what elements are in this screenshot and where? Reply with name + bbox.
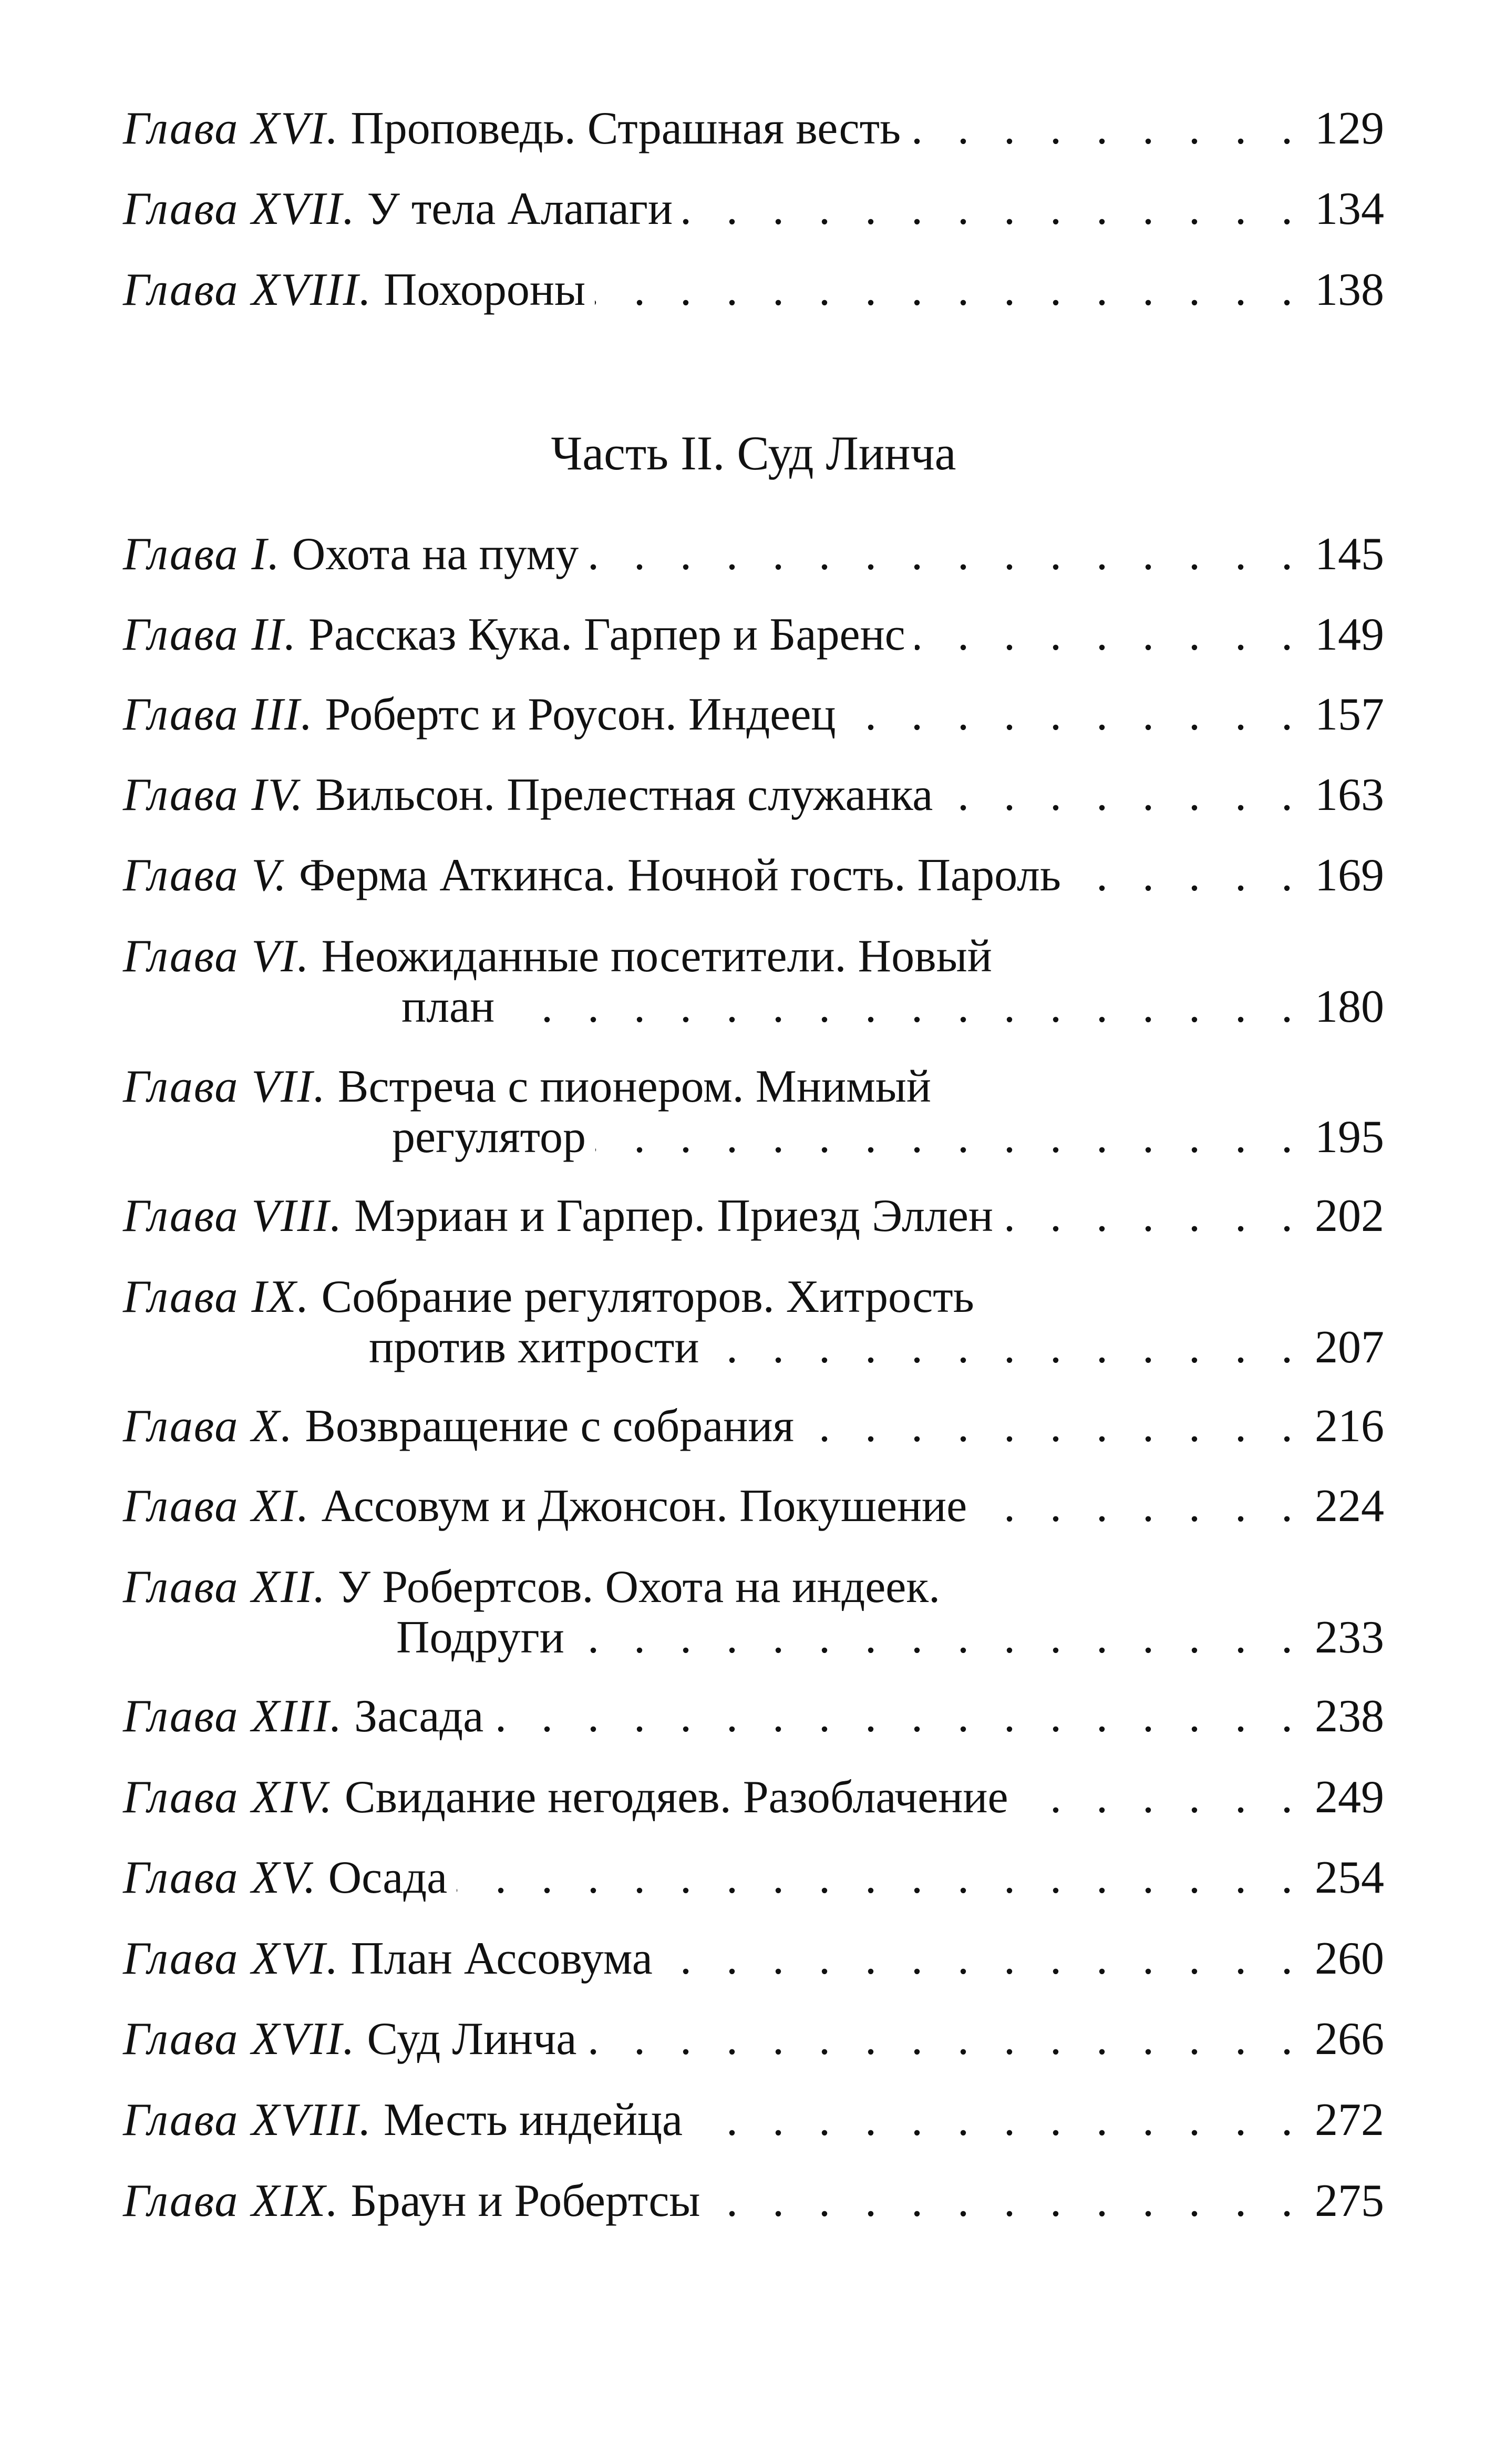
page-number: 238 bbox=[1315, 1691, 1384, 1742]
dot-leader bbox=[504, 981, 1304, 1033]
dot-leader bbox=[1070, 849, 1304, 902]
chapter-title: Мэриан и Гарпер. Приезд Эллен bbox=[354, 1190, 993, 1241]
chapter-label: Глава XVI. bbox=[123, 1933, 339, 1984]
chapter-title-continuation: регулятор bbox=[392, 1112, 586, 1163]
chapter-label: Глава VII. bbox=[123, 1061, 326, 1112]
chapter-title: Браун и Робертсы bbox=[351, 2175, 700, 2226]
chapter-title-continuation: Подруги bbox=[396, 1612, 564, 1663]
chapter-label: Глава I. bbox=[123, 529, 281, 580]
page-number: 272 bbox=[1315, 2095, 1384, 2145]
dot-leader bbox=[682, 183, 1304, 235]
part-heading: Часть II. Суд Линча bbox=[551, 426, 956, 480]
toc-entry bbox=[123, 1771, 1384, 1824]
toc-entry bbox=[123, 1271, 1384, 1373]
dot-leader bbox=[595, 1111, 1304, 1164]
chapter-label: Глава XVIII. bbox=[123, 2095, 372, 2145]
dot-leader bbox=[1018, 1771, 1304, 1824]
dot-leader bbox=[574, 1611, 1304, 1664]
chapter-title: У Робертсов. Охота на индеек. bbox=[337, 1562, 941, 1613]
toc-entry bbox=[123, 1561, 1384, 1663]
chapter-label: Глава XI. bbox=[123, 1481, 310, 1532]
dot-leader bbox=[662, 1933, 1304, 1985]
chapter-title: Осада bbox=[328, 1852, 448, 1903]
chapter-label: Глава XIV. bbox=[123, 1772, 333, 1823]
toc-entry bbox=[123, 689, 1384, 741]
dot-leader bbox=[845, 689, 1304, 741]
page-number: 207 bbox=[1315, 1322, 1384, 1373]
page-number: 195 bbox=[1315, 1112, 1384, 1163]
page-number: 169 bbox=[1315, 850, 1384, 901]
toc-entry bbox=[123, 1190, 1384, 1243]
page-number: 202 bbox=[1315, 1190, 1384, 1241]
dot-leader bbox=[976, 1480, 1304, 1533]
toc-entry bbox=[123, 609, 1384, 661]
dot-leader bbox=[595, 264, 1304, 316]
page-number: 249 bbox=[1315, 1772, 1384, 1823]
dot-leader bbox=[493, 1690, 1304, 1743]
chapter-label: Глава XVII. bbox=[123, 2014, 356, 2065]
page-number: 216 bbox=[1315, 1401, 1384, 1452]
chapter-label: Глава VI. bbox=[123, 931, 310, 982]
chapter-label: Глава IX. bbox=[123, 1271, 310, 1322]
page-number: 254 bbox=[1315, 1852, 1384, 1903]
chapter-title: Вильсон. Прелестная служанка bbox=[315, 769, 933, 820]
chapter-label: Глава XVII. bbox=[123, 183, 356, 234]
chapter-label: Глава III. bbox=[123, 689, 314, 740]
page-number: 129 bbox=[1315, 103, 1384, 154]
toc-entry bbox=[123, 2013, 1384, 2066]
chapter-label: Глава XIII. bbox=[123, 1691, 343, 1742]
toc-entry bbox=[123, 2175, 1384, 2227]
toc-entry bbox=[123, 183, 1384, 235]
chapter-label: Глава XIX. bbox=[123, 2175, 339, 2226]
toc-entry bbox=[123, 1933, 1384, 1985]
dot-leader bbox=[457, 1852, 1304, 1904]
chapter-title: План Ассовума bbox=[351, 1933, 653, 1984]
dot-leader bbox=[708, 1321, 1304, 1374]
page-number: 157 bbox=[1315, 689, 1384, 740]
dot-leader bbox=[692, 2094, 1304, 2147]
page-number: 134 bbox=[1315, 183, 1384, 234]
page-number: 138 bbox=[1315, 264, 1384, 315]
chapter-title: Проповедь. Страшная весть bbox=[351, 103, 901, 154]
toc-entry bbox=[123, 1400, 1384, 1453]
page-number: 233 bbox=[1315, 1612, 1384, 1663]
page-number: 149 bbox=[1315, 609, 1384, 660]
chapter-label: Глава VIII. bbox=[123, 1190, 343, 1241]
chapter-label: Глава XVI. bbox=[123, 103, 339, 154]
chapter-title: Месть индейца bbox=[383, 2095, 683, 2145]
dot-leader bbox=[910, 102, 1304, 155]
page-number: 260 bbox=[1315, 1933, 1384, 1984]
dot-leader bbox=[710, 2175, 1304, 2227]
page-number: 145 bbox=[1315, 529, 1384, 580]
chapter-title: У тела Алапаги bbox=[367, 183, 673, 234]
page-number: 266 bbox=[1315, 2014, 1384, 2065]
chapter-title: Неожиданные посетители. Новый bbox=[321, 931, 992, 982]
dot-leader bbox=[1003, 1190, 1304, 1243]
dot-leader bbox=[586, 2013, 1304, 2066]
toc-entry bbox=[123, 849, 1384, 902]
chapter-title: Рассказ Кука. Гарпер и Баренс bbox=[308, 609, 905, 660]
toc-entry bbox=[123, 1852, 1384, 1904]
page-number: 275 bbox=[1315, 2175, 1384, 2226]
chapter-label: Глава XVIII. bbox=[123, 264, 372, 315]
chapter-title: Свидание негодяев. Разоблачение bbox=[344, 1772, 1008, 1823]
chapter-title: Ферма Аткинса. Ночной гость. Пароль bbox=[298, 850, 1061, 901]
chapter-label: Глава II. bbox=[123, 609, 297, 660]
chapter-title: Суд Линча bbox=[367, 2014, 577, 2065]
chapter-title: Встреча с пионером. Мнимый bbox=[337, 1061, 932, 1112]
toc-entry bbox=[123, 1480, 1384, 1533]
chapter-title: Ассовум и Джонсон. Покушение bbox=[321, 1481, 967, 1532]
chapter-title: Робертс и Роусон. Индеец bbox=[325, 689, 836, 740]
toc-entry bbox=[123, 930, 1384, 1032]
dot-leader bbox=[588, 528, 1304, 581]
chapter-title-continuation: против хитрости bbox=[369, 1322, 699, 1373]
page-number: 180 bbox=[1315, 981, 1384, 1032]
toc-entry bbox=[123, 102, 1384, 155]
toc-entry bbox=[123, 528, 1384, 581]
chapter-title: Возвращение с собрания bbox=[305, 1401, 794, 1452]
dot-leader bbox=[915, 609, 1304, 661]
chapter-title: Похороны bbox=[383, 264, 586, 315]
chapter-title: Собрание регуляторов. Хитрость bbox=[321, 1271, 974, 1322]
chapter-title: Охота на пуму bbox=[292, 529, 579, 580]
chapter-label: Глава XII. bbox=[123, 1562, 326, 1613]
dot-leader bbox=[803, 1400, 1304, 1453]
toc-entry bbox=[123, 1690, 1384, 1743]
toc-entry bbox=[123, 1061, 1384, 1163]
toc-entry bbox=[123, 769, 1384, 822]
chapter-label: Глава XV. bbox=[123, 1852, 317, 1903]
chapter-label: Глава X. bbox=[123, 1401, 294, 1452]
chapter-title: Засада bbox=[354, 1691, 484, 1742]
toc-entry bbox=[123, 2094, 1384, 2147]
dot-leader bbox=[942, 769, 1304, 822]
chapter-title-continuation: план bbox=[401, 981, 495, 1032]
chapter-label: Глава IV. bbox=[123, 769, 304, 820]
toc-entry bbox=[123, 264, 1384, 316]
page-number: 224 bbox=[1315, 1481, 1384, 1532]
page-number: 163 bbox=[1315, 769, 1384, 820]
chapter-label: Глава V. bbox=[123, 850, 287, 901]
